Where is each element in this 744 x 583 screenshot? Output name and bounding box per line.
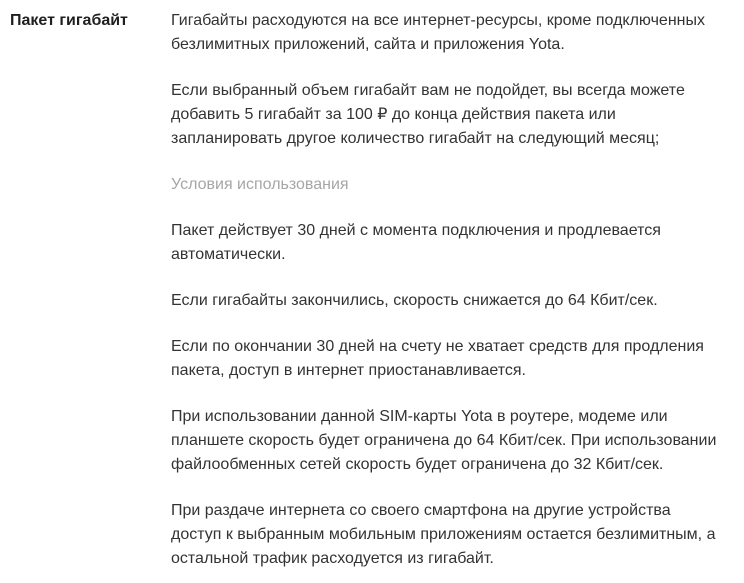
description-column <box>171 9 723 583</box>
description-paragraph: Если выбранный объем гигабайт вам не подойдет, вы всегда можете добавить 5 гигабайт за 100 ₽ до конца действия пакета или запланировать другое количество гигабайт на следующий месяц; <box>171 82 685 147</box>
description-paragraph: Пакет действует 30 дней с момента подключения и продлевается автоматически. <box>171 222 661 263</box>
description-paragraph: Гигабайты расходуются на все интернет-ресурсы, кроме подключенных безлимитных приложений, сайта и приложения Yota. <box>171 12 705 53</box>
description-paragraph: Если гигабайты закончились, скорость снижается до 64 Кбит/сек. <box>171 292 658 309</box>
usage-terms-subheading: Условия использования <box>171 176 349 193</box>
description-paragraph: При раздаче интернета со своего смартфона на другие устройства доступ к выбранным мобильным приложениям остается безлимитным, а остальной трафик расходуется из гигабайт. <box>171 502 716 567</box>
term-column <box>0 9 171 33</box>
description-paragraph: При использовании данной SIM-карты Yota в роутере, модеме или планшете скорость будет ограничена до 64 Кбит/сек. При использовании файлообменных сетей скорость будет ограничена до 32 Кбит/сек. <box>171 408 717 473</box>
term-title: Пакет гигабайт <box>10 12 128 29</box>
description-paragraph: Если по окончании 30 дней на счету не хватает средств для продления пакета, доступ в интернет приостанавливается. <box>171 338 704 379</box>
